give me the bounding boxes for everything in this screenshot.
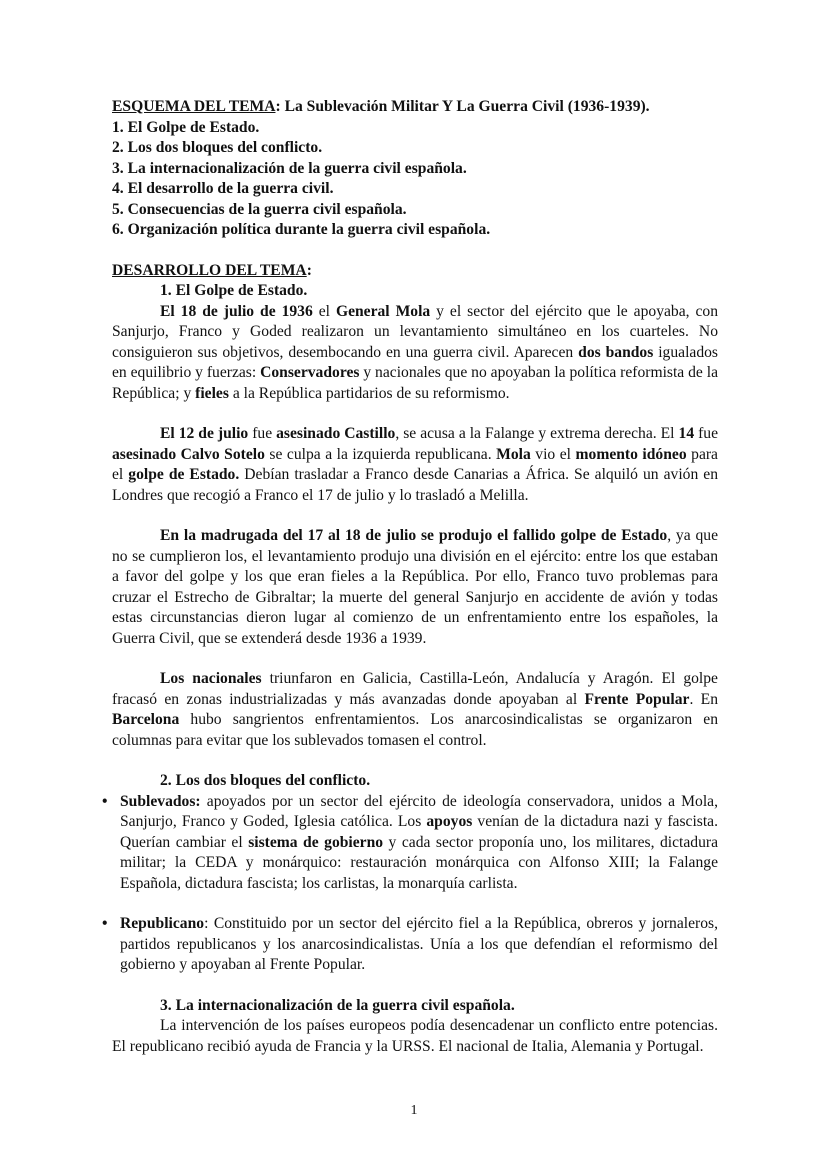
section-1-paragraph-4: Los nacionales triunfaron en Galicia, Castilla-León, Andalucía y Aragón. El golpe fracasó en zonas industrializadas y más avanzadas donde apoyaban al Frente Popular. En Barcelona hubo sangrientos enfrentamientos. Los anarcosindicalistas se organizaron en columnas para evitar que los sublevados tomasen el control. — [112, 670, 718, 749]
bullet-icon: • — [102, 792, 108, 810]
esquema-item: 6. Organización política durante la guerra civil española. — [112, 221, 491, 238]
page-number: 1 — [410, 1103, 418, 1118]
esquema-list — [112, 118, 718, 241]
list-item: • Sublevados: apoyados por un sector del ejército de ideología conservadora, unidos a Mola, Sanjurjo, Franco y Goded, Iglesia católica. Los apoyos venían de la dictadura nazi y fascista. Querían cambiar el sistema de gobierno y cada sector proponía uno, los militares, dictadura militar; la CEDA y monárquico: restauración monárquica con Alfonso XIII; la Falange Española, dictadura fascista; los carlistas, la monarquía carlista. — [102, 792, 719, 892]
esquema-item: 1. El Golpe de Estado. — [112, 118, 260, 136]
list-item: • Republicano: Constituido por un sector del ejército fiel a la República, obreros y jornaleros, partidos republicanos y los anarcosindicalistas. Unía a los que defendían el reformismo del gobierno y apoyaban al Frente Popular. — [102, 915, 718, 973]
section-3-heading: 3. La internacionalización de la guerra civil española. — [160, 996, 515, 1014]
esquema-title-text: La Sublevación Militar Y La Guerra Civil (1936-1939). — [280, 98, 650, 115]
esquema-title: ESQUEMA DEL TEMA: La Sublevación Militar Y La Guerra Civil (1936-1939). — [112, 98, 650, 115]
section-1-paragraph-2: El 12 de julio fue asesinado Castillo, se acusa a la Falange y extrema derecha. El 14 fue asesinado Calvo Sotelo se culpa a la izquierda republicana. Mola vio el momento idóneo para el golpe de Estado. Debían trasladar a Franco desde Canarias a África. Se alquiló un avión en Londres que recogió a Franco el 17 de julio y lo trasladó a Melilla. — [112, 425, 719, 504]
section-1-paragraph-3: En la madrugada del 17 al 18 de julio se produjo el fallido golpe de Estado, ya que no se cumplieron los, el levantamiento produjo una división en el ejército: entre los que estaban a favor del golpe y los que eran fieles a la República. Por ello, Franco tuvo problemas para cruzar el Estrecho de Gibraltar; la muerte del general Sanjurjo en accidente de avión y todas estas circunstancias dieron lugar al comienzo de un enfrentamiento entre los españoles, la Guerra Civil, que se extenderá desde 1936 a 1939. — [112, 527, 718, 647]
esquema-label: ESQUEMA DEL TEMA — [112, 98, 276, 115]
esquema-item: 5. Consecuencias de la guerra civil española. — [112, 200, 407, 218]
section-3-paragraph-1: La intervención de los países europeos podía desencadenar un conflicto entre potencias. El republicano recibió ayuda de Francia y la URSS. El nacional de Italia, Alemania y Portugal. — [112, 1017, 718, 1055]
section-1-heading: 1. El Golpe de Estado. — [160, 282, 308, 299]
bullet-icon: • — [102, 915, 108, 932]
section-2-list — [102, 792, 719, 976]
desarrollo-title: DESARROLLO DEL TEMA: — [112, 261, 312, 279]
section-1-paragraph-1: El 18 de julio de 1936 el General Mola y el sector del ejército que le apoyaba, con Sanjurjo, Franco y Goded realizaron un levantamiento simultáneo en los cuarteles. No consiguieron sus objetivos, desembocando en una guerra civil. Aparecen dos bandos igualados en equilibrio y fuerzas: Conservadores y nacionales que no apoyaban la política reformista de la República; y fieles a la República partidarios de su reformismo. — [112, 302, 718, 402]
document-page — [102, 97, 719, 1057]
esquema-item: 3. La internacionalización de la guerra civil española. — [112, 159, 467, 177]
esquema-item: 4. El desarrollo de la guerra civil. — [112, 180, 334, 197]
esquema-item: 2. Los dos bloques del conflicto. — [112, 139, 323, 156]
section-2-heading: 2. Los dos bloques del conflicto. — [160, 772, 371, 789]
